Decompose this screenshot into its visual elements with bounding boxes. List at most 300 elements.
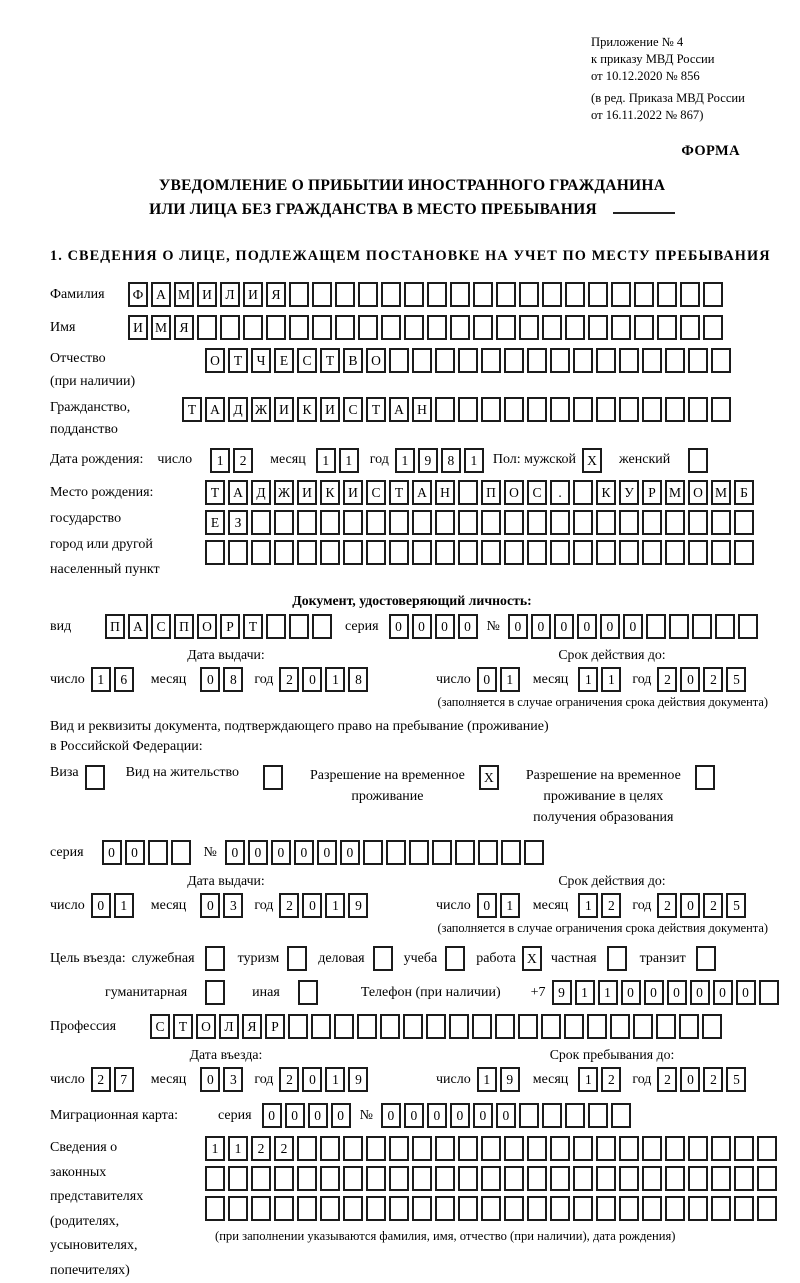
form-cell[interactable]: [634, 282, 654, 307]
form-cell[interactable]: [274, 1166, 294, 1191]
form-cell[interactable]: [412, 1166, 432, 1191]
form-cell[interactable]: [734, 540, 754, 565]
form-cell[interactable]: 0: [225, 840, 245, 865]
form-cell[interactable]: [357, 1014, 377, 1039]
form-cell[interactable]: О: [197, 614, 217, 639]
form-cell[interactable]: [320, 1136, 340, 1161]
form-cell[interactable]: [432, 840, 452, 865]
form-cell[interactable]: [366, 1196, 386, 1221]
form-cell[interactable]: [680, 282, 700, 307]
form-cell[interactable]: [688, 510, 708, 535]
form-cell[interactable]: [228, 540, 248, 565]
form-cell[interactable]: [633, 1014, 653, 1039]
form-cell[interactable]: [695, 765, 715, 790]
form-cell[interactable]: [679, 1014, 699, 1039]
form-cell[interactable]: [263, 765, 283, 790]
form-cell[interactable]: [588, 1103, 608, 1128]
form-cell[interactable]: Т: [366, 397, 386, 422]
form-cell[interactable]: 1: [477, 1067, 497, 1092]
form-cell[interactable]: [711, 1196, 731, 1221]
form-cell[interactable]: [495, 1014, 515, 1039]
form-cell[interactable]: [358, 315, 378, 340]
form-cell[interactable]: [455, 840, 475, 865]
form-cell[interactable]: Б: [734, 480, 754, 505]
form-cell[interactable]: 0: [91, 893, 111, 918]
form-cell[interactable]: [665, 540, 685, 565]
form-cell[interactable]: 0: [248, 840, 268, 865]
form-cell[interactable]: 0: [381, 1103, 401, 1128]
form-cell[interactable]: [435, 1136, 455, 1161]
form-cell[interactable]: [703, 315, 723, 340]
form-cell[interactable]: [412, 348, 432, 373]
form-cell[interactable]: 1: [316, 448, 336, 473]
form-cell[interactable]: [542, 1103, 562, 1128]
form-cell[interactable]: [619, 348, 639, 373]
form-cell[interactable]: [450, 315, 470, 340]
form-cell[interactable]: А: [412, 480, 432, 505]
form-cell[interactable]: [634, 315, 654, 340]
form-cell[interactable]: [550, 1136, 570, 1161]
form-cell[interactable]: 2: [601, 893, 621, 918]
form-cell[interactable]: [404, 282, 424, 307]
form-cell[interactable]: [343, 1166, 363, 1191]
form-cell[interactable]: [343, 1196, 363, 1221]
form-cell[interactable]: 0: [458, 614, 478, 639]
form-cell[interactable]: Т: [228, 348, 248, 373]
form-cell[interactable]: 6: [114, 667, 134, 692]
form-cell[interactable]: [373, 946, 393, 971]
form-cell[interactable]: Т: [182, 397, 202, 422]
form-cell[interactable]: [550, 540, 570, 565]
form-cell[interactable]: 0: [331, 1103, 351, 1128]
form-cell[interactable]: [473, 315, 493, 340]
form-cell[interactable]: 2: [233, 448, 253, 473]
form-cell[interactable]: [573, 480, 593, 505]
form-cell[interactable]: [669, 614, 689, 639]
form-cell[interactable]: [205, 540, 225, 565]
form-cell[interactable]: [481, 348, 501, 373]
form-cell[interactable]: [573, 1136, 593, 1161]
form-cell[interactable]: [711, 1166, 731, 1191]
form-cell[interactable]: [565, 282, 585, 307]
form-cell[interactable]: [688, 348, 708, 373]
form-cell[interactable]: [504, 1136, 524, 1161]
form-cell[interactable]: [619, 1166, 639, 1191]
form-cell[interactable]: [665, 510, 685, 535]
form-cell[interactable]: [550, 1196, 570, 1221]
form-cell[interactable]: Н: [435, 480, 455, 505]
form-cell[interactable]: И: [343, 480, 363, 505]
form-cell[interactable]: С: [150, 1014, 170, 1039]
form-cell[interactable]: [458, 348, 478, 373]
form-cell[interactable]: К: [320, 480, 340, 505]
form-cell[interactable]: [518, 1014, 538, 1039]
form-cell[interactable]: [435, 397, 455, 422]
form-cell[interactable]: [711, 348, 731, 373]
form-cell[interactable]: 2: [703, 1067, 723, 1092]
form-cell[interactable]: [205, 1166, 225, 1191]
form-cell[interactable]: С: [297, 348, 317, 373]
form-cell[interactable]: 1: [205, 1136, 225, 1161]
form-cell[interactable]: [320, 1196, 340, 1221]
form-cell[interactable]: [274, 1196, 294, 1221]
form-cell[interactable]: [481, 1166, 501, 1191]
form-cell[interactable]: 0: [302, 893, 322, 918]
form-cell[interactable]: [642, 1196, 662, 1221]
form-cell[interactable]: [366, 1166, 386, 1191]
form-cell[interactable]: [596, 397, 616, 422]
form-cell[interactable]: [573, 540, 593, 565]
form-cell[interactable]: [688, 540, 708, 565]
form-cell[interactable]: [445, 946, 465, 971]
form-cell[interactable]: [610, 1014, 630, 1039]
form-cell[interactable]: 0: [680, 893, 700, 918]
form-cell[interactable]: 1: [500, 667, 520, 692]
form-cell[interactable]: 3: [223, 1067, 243, 1092]
form-cell[interactable]: [389, 1166, 409, 1191]
form-cell[interactable]: К: [596, 480, 616, 505]
form-cell[interactable]: [715, 614, 735, 639]
form-cell[interactable]: Т: [173, 1014, 193, 1039]
form-cell[interactable]: 2: [657, 667, 677, 692]
form-cell[interactable]: [389, 1196, 409, 1221]
form-cell[interactable]: 1: [325, 893, 345, 918]
form-cell[interactable]: [266, 614, 286, 639]
form-cell[interactable]: 0: [531, 614, 551, 639]
form-cell[interactable]: [435, 1166, 455, 1191]
form-cell[interactable]: [573, 397, 593, 422]
form-cell[interactable]: [472, 1014, 492, 1039]
form-cell[interactable]: 2: [601, 1067, 621, 1092]
form-cell[interactable]: [481, 1136, 501, 1161]
form-cell[interactable]: [343, 1136, 363, 1161]
form-cell[interactable]: 0: [262, 1103, 282, 1128]
form-cell[interactable]: [458, 480, 478, 505]
form-cell[interactable]: [596, 1166, 616, 1191]
form-cell[interactable]: И: [197, 282, 217, 307]
form-cell[interactable]: [312, 614, 332, 639]
form-cell[interactable]: [550, 1166, 570, 1191]
form-cell[interactable]: 9: [552, 980, 572, 1005]
form-cell[interactable]: [619, 1136, 639, 1161]
form-cell[interactable]: [504, 1196, 524, 1221]
form-cell[interactable]: [665, 1136, 685, 1161]
form-cell[interactable]: 0: [302, 667, 322, 692]
form-cell[interactable]: [596, 348, 616, 373]
form-cell[interactable]: Р: [265, 1014, 285, 1039]
form-cell[interactable]: [458, 540, 478, 565]
form-cell[interactable]: [587, 1014, 607, 1039]
form-cell[interactable]: [320, 510, 340, 535]
form-cell[interactable]: [734, 1166, 754, 1191]
form-cell[interactable]: [619, 1196, 639, 1221]
form-cell[interactable]: [656, 1014, 676, 1039]
form-cell[interactable]: [343, 510, 363, 535]
form-cell[interactable]: [148, 840, 168, 865]
form-cell[interactable]: [588, 315, 608, 340]
form-cell[interactable]: 0: [667, 980, 687, 1005]
form-cell[interactable]: [573, 1166, 593, 1191]
form-cell[interactable]: X: [522, 946, 542, 971]
form-cell[interactable]: Е: [274, 348, 294, 373]
form-cell[interactable]: 9: [348, 1067, 368, 1092]
form-cell[interactable]: [243, 315, 263, 340]
form-cell[interactable]: [692, 614, 712, 639]
form-cell[interactable]: Я: [174, 315, 194, 340]
form-cell[interactable]: [171, 840, 191, 865]
form-cell[interactable]: 0: [600, 614, 620, 639]
form-cell[interactable]: [619, 397, 639, 422]
form-cell[interactable]: [688, 448, 708, 473]
form-cell[interactable]: [404, 315, 424, 340]
form-cell[interactable]: П: [105, 614, 125, 639]
form-cell[interactable]: [297, 510, 317, 535]
form-cell[interactable]: [611, 315, 631, 340]
form-cell[interactable]: [389, 540, 409, 565]
form-cell[interactable]: [504, 540, 524, 565]
form-cell[interactable]: [205, 1196, 225, 1221]
form-cell[interactable]: Р: [220, 614, 240, 639]
form-cell[interactable]: [435, 510, 455, 535]
form-cell[interactable]: 9: [348, 893, 368, 918]
form-cell[interactable]: С: [366, 480, 386, 505]
form-cell[interactable]: [220, 315, 240, 340]
form-cell[interactable]: [607, 946, 627, 971]
form-cell[interactable]: [619, 540, 639, 565]
form-cell[interactable]: [312, 282, 332, 307]
form-cell[interactable]: 2: [279, 1067, 299, 1092]
form-cell[interactable]: 0: [450, 1103, 470, 1128]
form-cell[interactable]: П: [481, 480, 501, 505]
form-cell[interactable]: Я: [242, 1014, 262, 1039]
form-cell[interactable]: [458, 1166, 478, 1191]
form-cell[interactable]: [680, 315, 700, 340]
form-cell[interactable]: 1: [464, 448, 484, 473]
form-cell[interactable]: 8: [348, 667, 368, 692]
form-cell[interactable]: [478, 840, 498, 865]
form-cell[interactable]: [274, 540, 294, 565]
form-cell[interactable]: 2: [657, 1067, 677, 1092]
form-cell[interactable]: 0: [713, 980, 733, 1005]
form-cell[interactable]: [550, 397, 570, 422]
form-cell[interactable]: [688, 397, 708, 422]
form-cell[interactable]: 2: [703, 893, 723, 918]
form-cell[interactable]: А: [228, 480, 248, 505]
form-cell[interactable]: 1: [114, 893, 134, 918]
form-cell[interactable]: И: [274, 397, 294, 422]
form-cell[interactable]: [298, 980, 318, 1005]
form-cell[interactable]: У: [619, 480, 639, 505]
form-cell[interactable]: [228, 1196, 248, 1221]
form-cell[interactable]: [297, 1166, 317, 1191]
form-cell[interactable]: [358, 282, 378, 307]
form-cell[interactable]: [289, 282, 309, 307]
form-cell[interactable]: [366, 540, 386, 565]
form-cell[interactable]: [688, 1196, 708, 1221]
form-cell[interactable]: [450, 282, 470, 307]
form-cell[interactable]: [449, 1014, 469, 1039]
form-cell[interactable]: 0: [680, 1067, 700, 1092]
form-cell[interactable]: [481, 540, 501, 565]
form-cell[interactable]: [363, 840, 383, 865]
form-cell[interactable]: [426, 1014, 446, 1039]
form-cell[interactable]: [274, 510, 294, 535]
form-cell[interactable]: [297, 540, 317, 565]
form-cell[interactable]: 0: [200, 893, 220, 918]
form-cell[interactable]: И: [128, 315, 148, 340]
form-cell[interactable]: [573, 348, 593, 373]
form-cell[interactable]: [611, 282, 631, 307]
form-cell[interactable]: И: [243, 282, 263, 307]
form-cell[interactable]: X: [582, 448, 602, 473]
form-cell[interactable]: 0: [621, 980, 641, 1005]
form-cell[interactable]: 0: [473, 1103, 493, 1128]
form-cell[interactable]: [564, 1014, 584, 1039]
form-cell[interactable]: 0: [435, 614, 455, 639]
form-cell[interactable]: С: [343, 397, 363, 422]
form-cell[interactable]: [734, 1196, 754, 1221]
form-cell[interactable]: 2: [657, 893, 677, 918]
form-cell[interactable]: 1: [395, 448, 415, 473]
form-cell[interactable]: 0: [308, 1103, 328, 1128]
form-cell[interactable]: [197, 315, 217, 340]
form-cell[interactable]: [458, 1196, 478, 1221]
form-cell[interactable]: 0: [102, 840, 122, 865]
form-cell[interactable]: [642, 1136, 662, 1161]
form-cell[interactable]: [481, 1196, 501, 1221]
form-cell[interactable]: 0: [623, 614, 643, 639]
form-cell[interactable]: 0: [340, 840, 360, 865]
form-cell[interactable]: О: [504, 480, 524, 505]
form-cell[interactable]: [496, 282, 516, 307]
form-cell[interactable]: 2: [279, 893, 299, 918]
form-cell[interactable]: [688, 1136, 708, 1161]
form-cell[interactable]: [734, 510, 754, 535]
form-cell[interactable]: [251, 1166, 271, 1191]
form-cell[interactable]: Л: [219, 1014, 239, 1039]
form-cell[interactable]: 0: [389, 614, 409, 639]
form-cell[interactable]: [381, 315, 401, 340]
form-cell[interactable]: [519, 1103, 539, 1128]
form-cell[interactable]: 0: [477, 667, 497, 692]
form-cell[interactable]: 0: [554, 614, 574, 639]
form-cell[interactable]: С: [527, 480, 547, 505]
form-cell[interactable]: 2: [279, 667, 299, 692]
form-cell[interactable]: 0: [404, 1103, 424, 1128]
form-cell[interactable]: [403, 1014, 423, 1039]
form-cell[interactable]: [381, 282, 401, 307]
form-cell[interactable]: Ж: [251, 397, 271, 422]
form-cell[interactable]: 8: [441, 448, 461, 473]
form-cell[interactable]: 1: [91, 667, 111, 692]
form-cell[interactable]: [85, 765, 105, 790]
form-cell[interactable]: [435, 540, 455, 565]
form-cell[interactable]: [473, 282, 493, 307]
form-cell[interactable]: [435, 348, 455, 373]
form-cell[interactable]: [573, 510, 593, 535]
form-cell[interactable]: 8: [223, 667, 243, 692]
form-cell[interactable]: [427, 282, 447, 307]
form-cell[interactable]: [596, 1196, 616, 1221]
form-cell[interactable]: К: [297, 397, 317, 422]
form-cell[interactable]: [550, 510, 570, 535]
form-cell[interactable]: 0: [271, 840, 291, 865]
form-cell[interactable]: 1: [578, 893, 598, 918]
form-cell[interactable]: 7: [114, 1067, 134, 1092]
form-cell[interactable]: [738, 614, 758, 639]
form-cell[interactable]: 0: [644, 980, 664, 1005]
form-cell[interactable]: Е: [205, 510, 225, 535]
form-cell[interactable]: 0: [508, 614, 528, 639]
form-cell[interactable]: 1: [325, 1067, 345, 1092]
form-cell[interactable]: [573, 1196, 593, 1221]
form-cell[interactable]: [251, 540, 271, 565]
form-cell[interactable]: [458, 397, 478, 422]
form-cell[interactable]: О: [205, 348, 225, 373]
form-cell[interactable]: О: [688, 480, 708, 505]
form-cell[interactable]: [504, 1166, 524, 1191]
form-cell[interactable]: [642, 540, 662, 565]
form-cell[interactable]: [665, 1196, 685, 1221]
form-cell[interactable]: А: [205, 397, 225, 422]
form-cell[interactable]: [703, 282, 723, 307]
form-cell[interactable]: Д: [251, 480, 271, 505]
form-cell[interactable]: Т: [320, 348, 340, 373]
form-cell[interactable]: О: [366, 348, 386, 373]
form-cell[interactable]: 2: [703, 667, 723, 692]
form-cell[interactable]: [757, 1136, 777, 1161]
form-cell[interactable]: 0: [285, 1103, 305, 1128]
form-cell[interactable]: [688, 1166, 708, 1191]
form-cell[interactable]: [297, 1136, 317, 1161]
form-cell[interactable]: [412, 1136, 432, 1161]
form-cell[interactable]: 5: [726, 1067, 746, 1092]
form-cell[interactable]: 0: [427, 1103, 447, 1128]
form-cell[interactable]: [343, 540, 363, 565]
form-cell[interactable]: [228, 1166, 248, 1191]
form-cell[interactable]: О: [196, 1014, 216, 1039]
form-cell[interactable]: [205, 946, 225, 971]
form-cell[interactable]: Л: [220, 282, 240, 307]
form-cell[interactable]: [519, 282, 539, 307]
form-cell[interactable]: [366, 510, 386, 535]
form-cell[interactable]: [412, 1196, 432, 1221]
form-cell[interactable]: [251, 510, 271, 535]
form-cell[interactable]: [527, 510, 547, 535]
form-cell[interactable]: [702, 1014, 722, 1039]
form-cell[interactable]: [380, 1014, 400, 1039]
form-cell[interactable]: Т: [389, 480, 409, 505]
form-cell[interactable]: [287, 946, 307, 971]
form-cell[interactable]: [496, 315, 516, 340]
form-cell[interactable]: [527, 348, 547, 373]
form-cell[interactable]: [527, 397, 547, 422]
form-cell[interactable]: [711, 540, 731, 565]
form-cell[interactable]: [266, 315, 286, 340]
form-cell[interactable]: 1: [578, 667, 598, 692]
form-cell[interactable]: [389, 510, 409, 535]
form-cell[interactable]: [542, 315, 562, 340]
form-cell[interactable]: 0: [302, 1067, 322, 1092]
form-cell[interactable]: X: [479, 765, 499, 790]
form-cell[interactable]: [458, 510, 478, 535]
form-cell[interactable]: [757, 1196, 777, 1221]
form-cell[interactable]: Т: [205, 480, 225, 505]
form-cell[interactable]: 9: [500, 1067, 520, 1092]
form-cell[interactable]: 3: [223, 893, 243, 918]
form-cell[interactable]: [711, 397, 731, 422]
form-cell[interactable]: И: [320, 397, 340, 422]
